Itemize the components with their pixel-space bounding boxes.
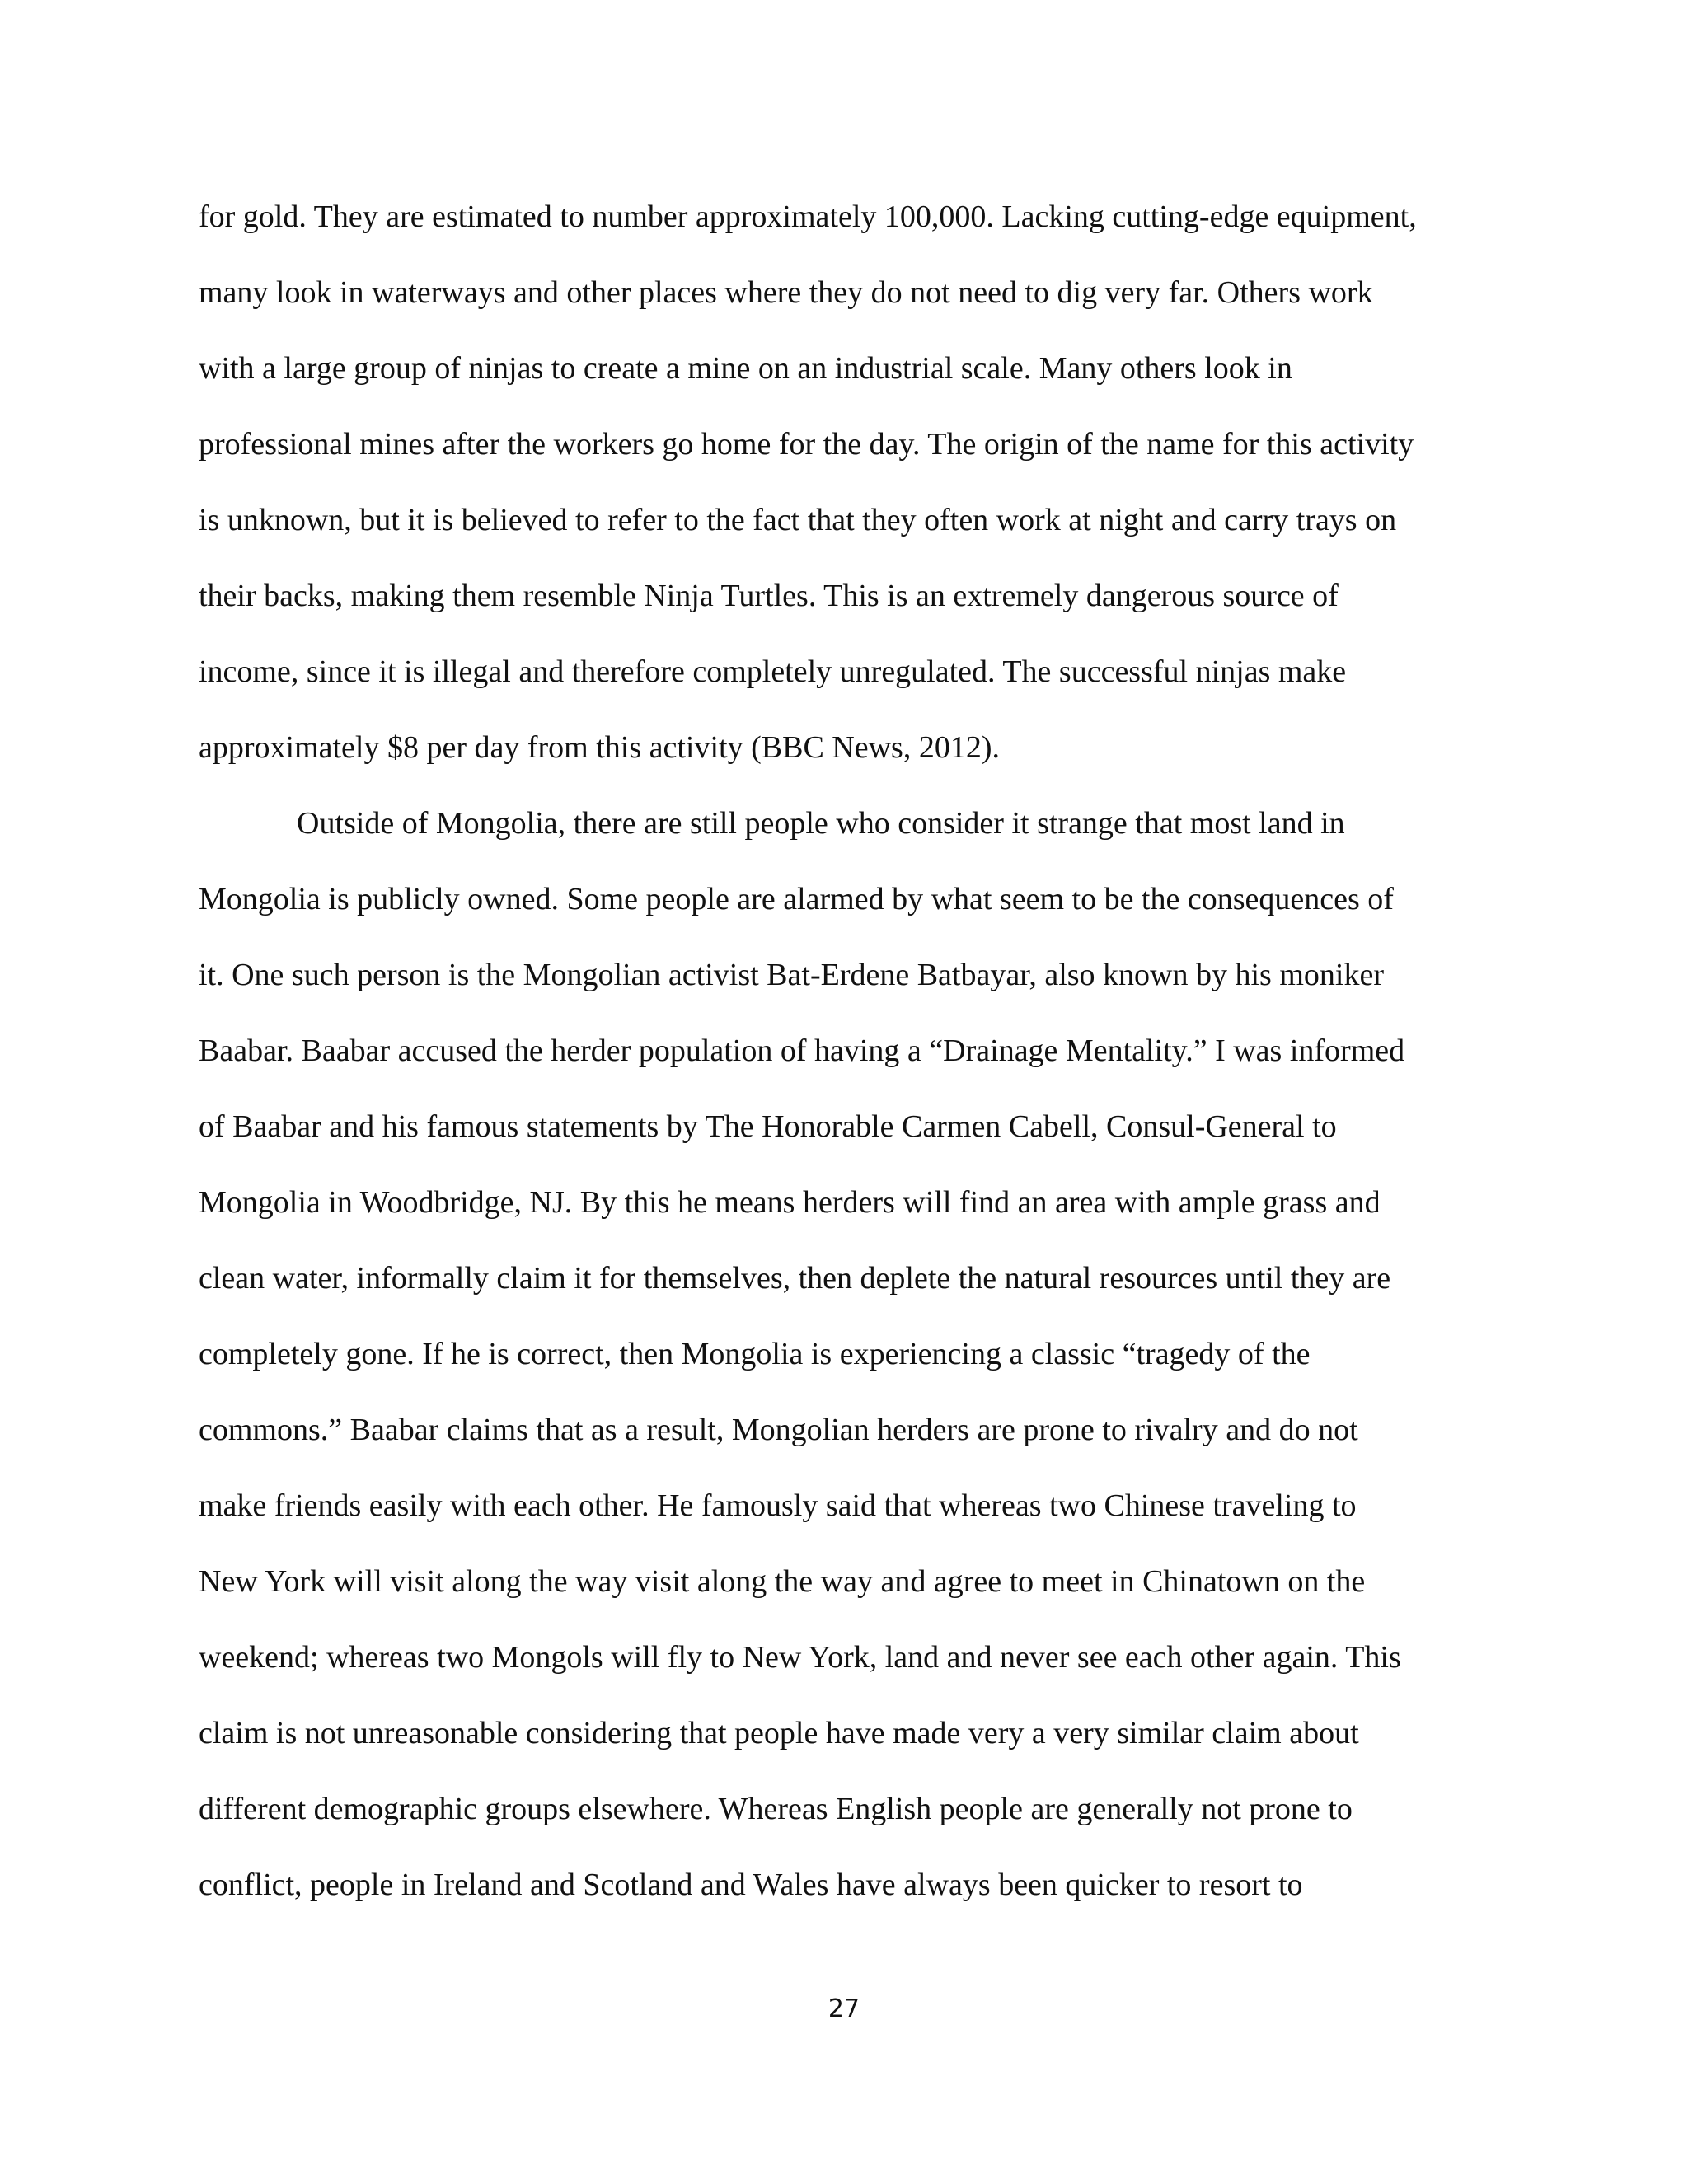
text-line: for gold. They are estimated to number approximately 100,000. Lacking cutting-edge equipment, [199, 199, 1417, 234]
text-line: Mongolia in Woodbridge, NJ. By this he means herders will find an area with ample grass and [199, 1185, 1381, 1220]
text-line: claim is not unreasonable considering that people have made very a very similar claim about [199, 1716, 1359, 1750]
page-number: 27 [828, 1994, 860, 2023]
text-line: professional mines after the workers go home for the day. The origin of the name for this activity [199, 427, 1414, 462]
text-line: Outside of Mongolia, there are still people who consider it strange that most land in [297, 806, 1345, 841]
text-line: make friends easily with each other. He famously said that whereas two Chinese traveling to [199, 1488, 1357, 1523]
text-line: New York will visit along the way visit along the way and agree to meet in Chinatown on the [199, 1564, 1366, 1599]
text-line: clean water, informally claim it for themselves, then deplete the natural resources until they are [199, 1261, 1391, 1296]
text-line: with a large group of ninjas to create a mine on an industrial scale. Many others look in [199, 351, 1292, 386]
text-line: income, since it is illegal and therefore completely unregulated. The successful ninjas make [199, 654, 1347, 689]
text-line: of Baabar and his famous statements by The Honorable Carmen Cabell, Consul-General to [199, 1109, 1337, 1144]
text-line: completely gone. If he is correct, then Mongolia is experiencing a classic “tragedy of the [199, 1337, 1311, 1371]
text-line: commons.” Baabar claims that as a result, Mongolian herders are prone to rivalry and do not [199, 1413, 1358, 1447]
text-line: weekend; whereas two Mongols will fly to New York, land and never see each other again. This [199, 1640, 1401, 1675]
paragraph-2 [199, 799, 1509, 1936]
body-text [199, 192, 1509, 1936]
paragraph-1 [199, 192, 1509, 799]
text-line: Baabar. Baabar accused the herder population of having a “Drainage Mentality.” I was informed [199, 1033, 1405, 1068]
text-line: it. One such person is the Mongolian activist Bat-Erdene Batbayar, also known by his moniker [199, 958, 1384, 992]
text-line: conflict, people in Ireland and Scotland and Wales have always been quicker to resort to [199, 1868, 1303, 1902]
text-line: their backs, making them resemble Ninja Turtles. This is an extremely dangerous source of [199, 579, 1339, 613]
text-line: is unknown, but it is believed to refer to the fact that they often work at night and carry trays on [199, 503, 1397, 537]
text-line: approximately $8 per day from this activity (BBC News, 2012). [199, 730, 1000, 765]
text-line: many look in waterways and other places where they do not need to dig very far. Others work [199, 275, 1373, 310]
text-line: Mongolia is publicly owned. Some people are alarmed by what seem to be the consequences of [199, 882, 1394, 916]
text-line: different demographic groups elsewhere. Whereas English people are generally not prone to [199, 1792, 1353, 1826]
